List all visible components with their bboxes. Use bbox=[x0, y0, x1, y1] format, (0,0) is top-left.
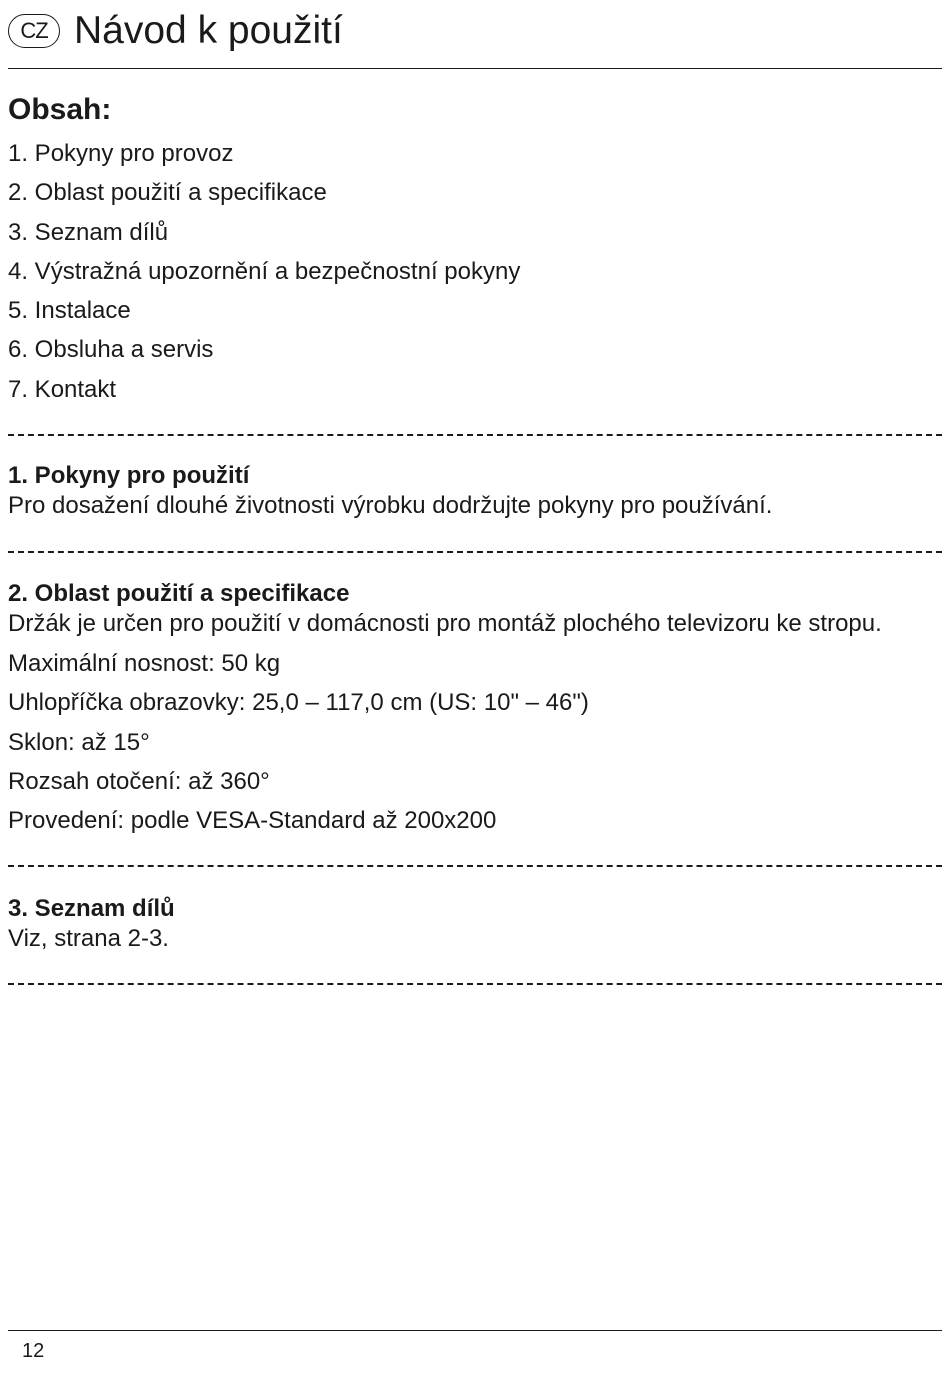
spec-item: Uhlopříčka obrazovky: 25,0 – 117,0 cm (US: 10" – 46") bbox=[8, 689, 589, 717]
toc-item: 7. Kontakt bbox=[8, 375, 117, 403]
section-title: 3. Seznam dílů bbox=[8, 895, 175, 922]
footer-rule bbox=[8, 1330, 942, 1331]
section-title: 1. Pokyny pro použití bbox=[8, 462, 250, 489]
section-text: Držák je určen pro použití v domácnosti pro montáž plochého televizoru ke stropu. bbox=[8, 610, 882, 637]
section-parts bbox=[8, 894, 942, 954]
section-text: Viz, strana 2-3. bbox=[8, 925, 169, 952]
spec-item: Provedení: podle VESA-Standard až 200x200 bbox=[8, 807, 497, 835]
page-header bbox=[8, 6, 942, 69]
toc-item: 4. Výstražná upozornění a bezpečnostní pokyny bbox=[8, 257, 521, 285]
section-specs bbox=[8, 579, 942, 840]
section-usage bbox=[8, 461, 942, 521]
toc-item: 2. Oblast použití a specifikace bbox=[8, 179, 327, 207]
spec-list bbox=[8, 644, 942, 840]
toc-item: 3. Seznam dílů bbox=[8, 218, 169, 246]
document-title: Návod k použití bbox=[74, 9, 343, 52]
table-of-contents bbox=[8, 134, 520, 409]
section-divider bbox=[8, 551, 942, 553]
section-divider bbox=[8, 434, 942, 436]
toc-item: 1. Pokyny pro provoz bbox=[8, 140, 234, 167]
spec-item: Maximální nosnost: 50 kg bbox=[8, 650, 281, 677]
spec-item: Sklon: až 15° bbox=[8, 728, 150, 756]
section-text: Pro dosažení dlouhé životnosti výrobku dodržujte pokyny pro používání. bbox=[8, 492, 773, 519]
section-title: 2. Oblast použití a specifikace bbox=[8, 580, 350, 607]
toc-item: 6. Obsluha a servis bbox=[8, 336, 214, 364]
spec-item: Rozsah otočení: až 360° bbox=[8, 767, 270, 795]
page-number: 12 bbox=[22, 1340, 45, 1362]
section-divider bbox=[8, 983, 942, 985]
toc-heading: Obsah: bbox=[8, 93, 112, 126]
language-badge: CZ bbox=[8, 14, 60, 48]
toc-item: 5. Instalace bbox=[8, 297, 131, 325]
section-divider bbox=[8, 865, 942, 867]
